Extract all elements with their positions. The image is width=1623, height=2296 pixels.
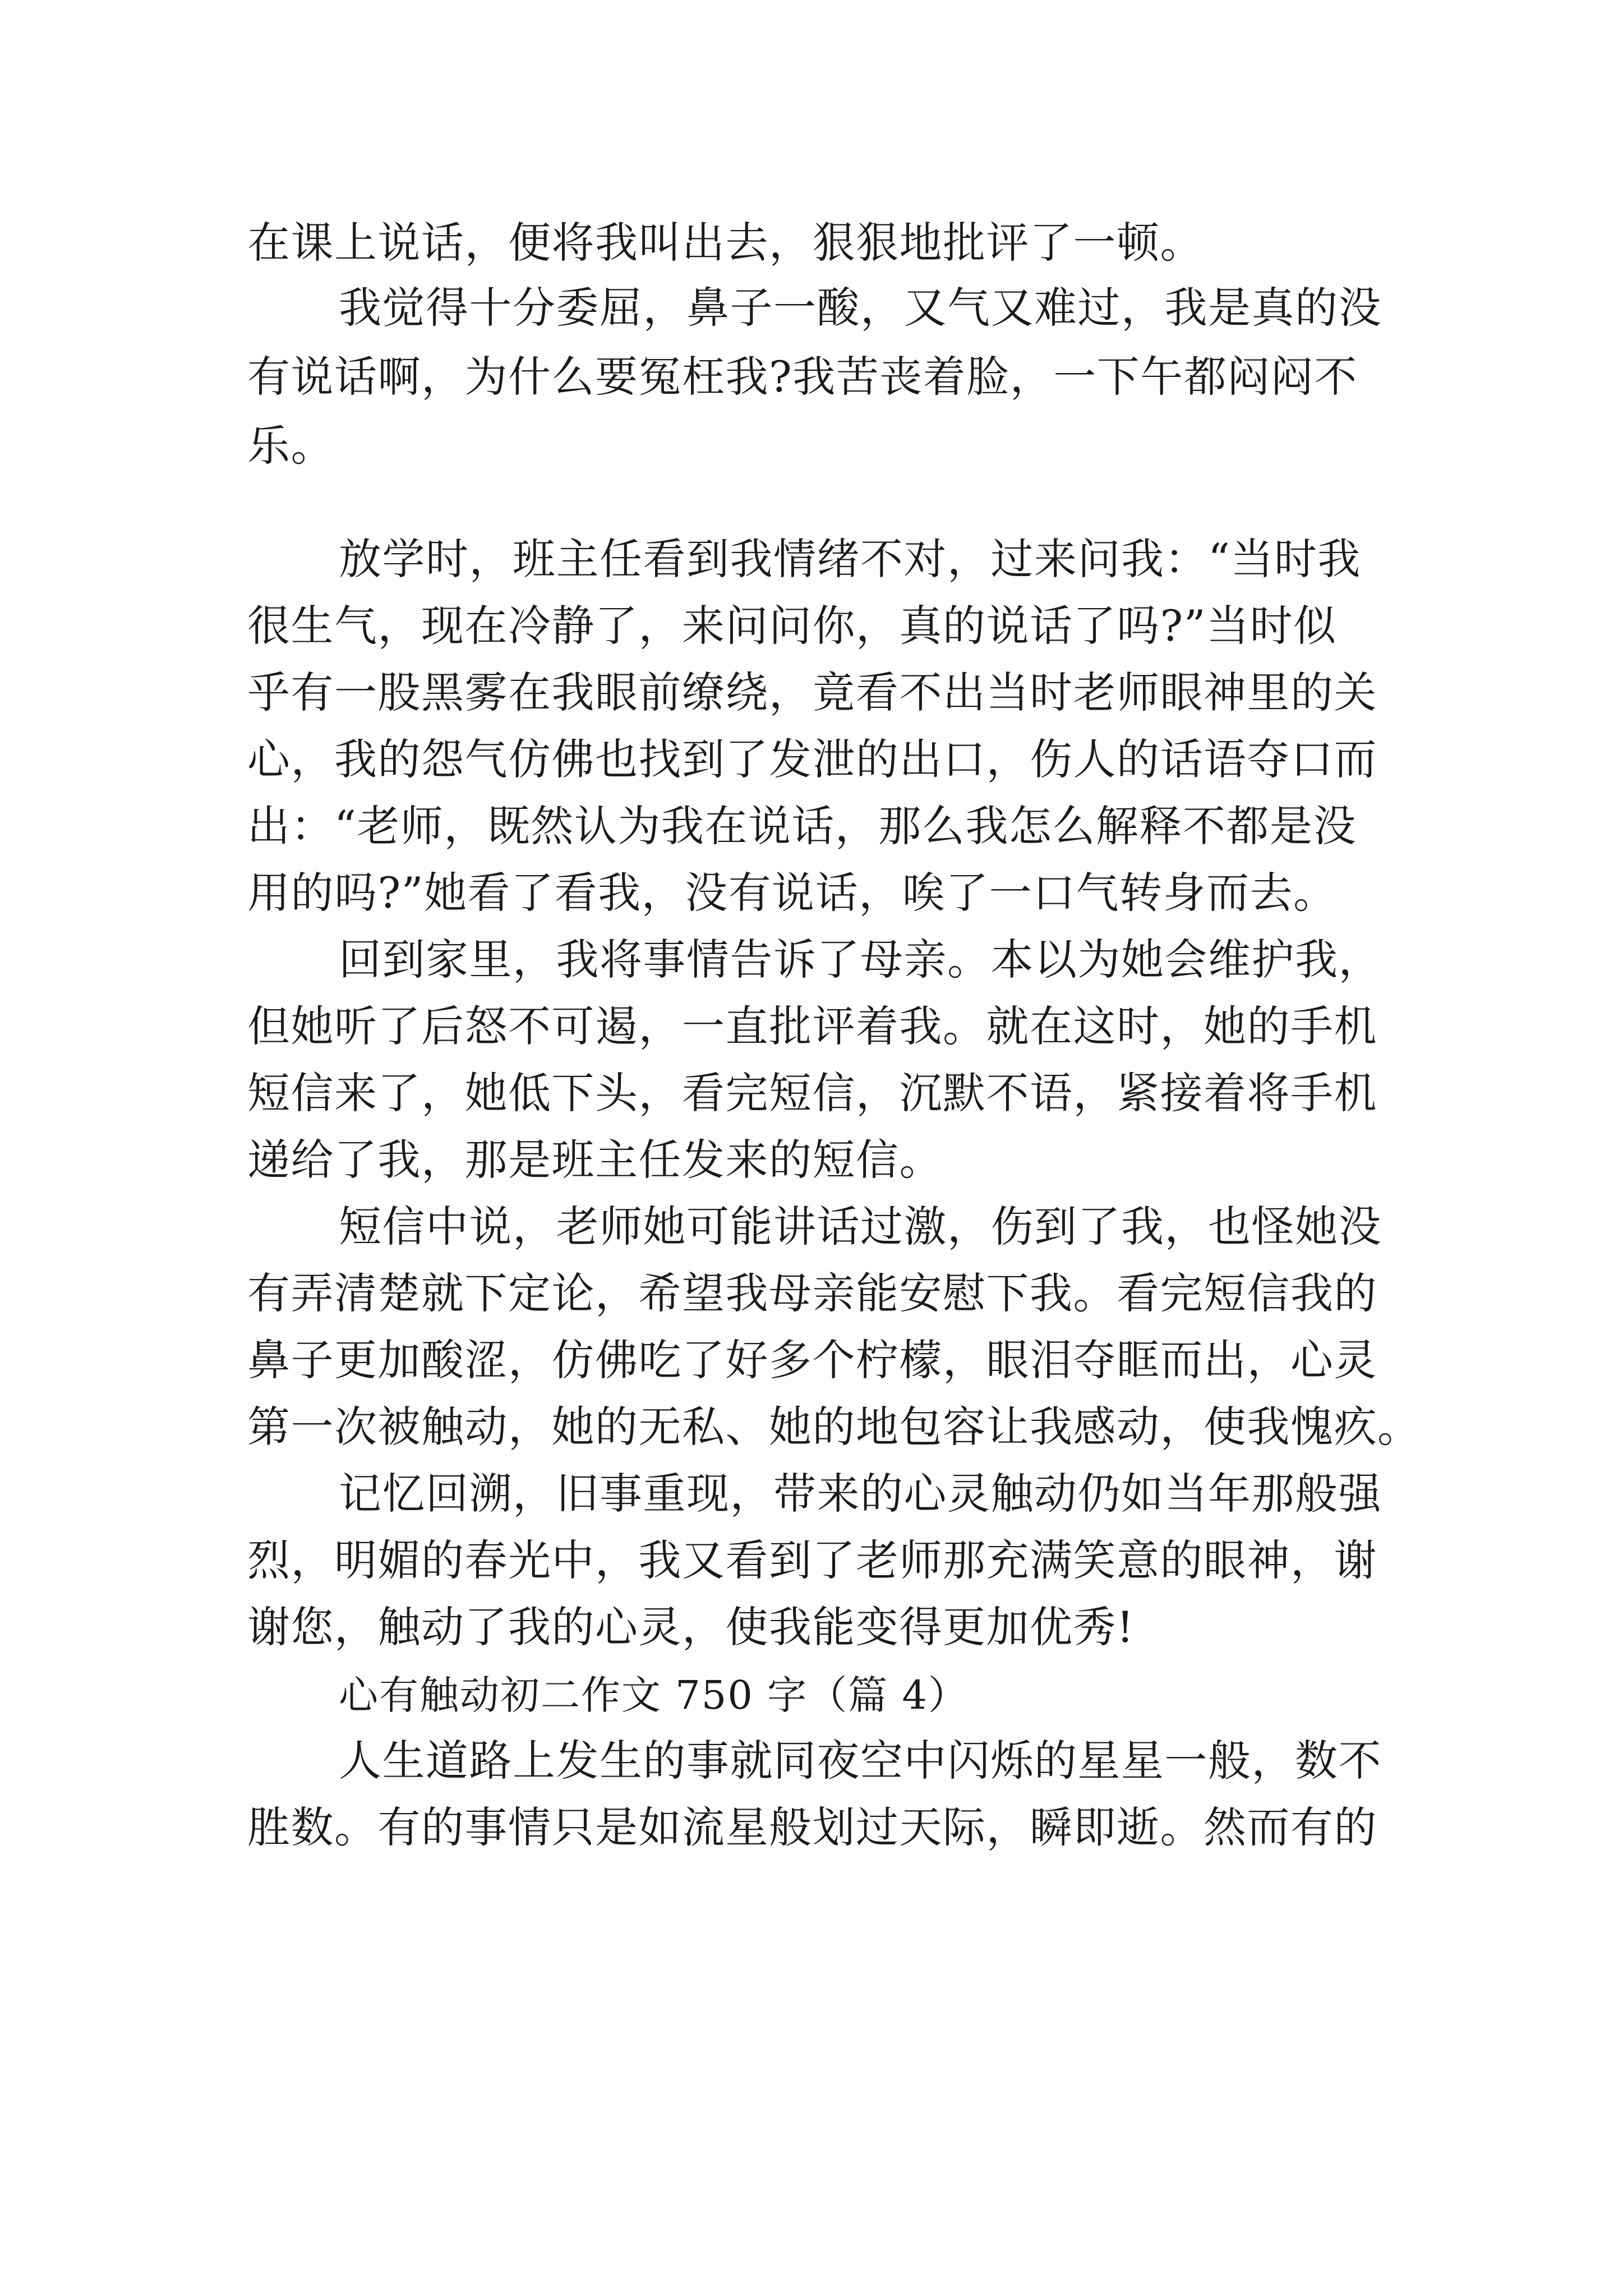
body-text-line: 烈，明媚的春光中，我又看到了老师那充满笑意的眼神，谢 [247, 1535, 1377, 1585]
body-text-line: 在课上说话，便将我叫出去，狠狠地批评了一顿。 [247, 218, 1204, 268]
body-text-line: 鼻子更加酸涩，仿佛吃了好多个柠檬，眼泪夺眶而出，心灵 [247, 1335, 1377, 1385]
body-text-line: 有说话啊，为什么要冤枉我?我苦丧着脸，一下午都闷闷不 [247, 352, 1358, 402]
body-text-line: 很生气，现在冷静了，来问问你，真的说话了吗?”当时似 [247, 601, 1337, 651]
body-text-line: 我觉得十分委屈，鼻子一酸，又气又难过，我是真的没 [339, 283, 1382, 333]
body-text-line: 第一次被触动，她的无私、她的地包容让我感动，使我愧疚。 [247, 1402, 1421, 1452]
body-text-line: 胜数。有的事情只是如流星般划过天际，瞬即逝。然而有的 [247, 1802, 1377, 1852]
body-text-line: 短信中说，老师她可能讲话过激，伤到了我，也怪她没 [339, 1202, 1382, 1251]
body-text-line: 出：“老师，既然认为我在说话，那么我怎么解释不都是没 [247, 801, 1357, 851]
section-heading: 心有触动初二作文 750 字（篇 4） [339, 1672, 969, 1718]
body-text-line: 放学时，班主任看到我情绪不对，过来问我：“当时我 [339, 534, 1361, 584]
body-text-line: 乐。 [247, 421, 334, 471]
body-text-line: 记忆回溯，旧事重现，带来的心灵触动仍如当年那般强 [339, 1469, 1382, 1519]
body-text-line: 但她听了后怒不可遏，一直批评着我。就在这时，她的手机 [247, 1001, 1377, 1051]
body-text-line: 谢您，触动了我的心灵，使我能变得更加优秀! [247, 1602, 1135, 1652]
body-text-line: 有弄清楚就下定论，希望我母亲能安慰下我。看完短信我的 [247, 1268, 1377, 1318]
body-text-line: 人生道路上发生的事就同夜空中闪烁的星星一般，数不 [339, 1736, 1382, 1786]
body-text-line: 用的吗?”她看了看我，没有说话，唉了一口气转身而去。 [247, 868, 1337, 918]
body-text-line: 回到家里，我将事情告诉了母亲。本以为她会维护我， [339, 935, 1382, 984]
body-text-line: 心，我的怨气仿佛也找到了发泄的出口，伤人的话语夺口而 [247, 734, 1377, 784]
body-text-line: 乎有一股黑雾在我眼前缭绕，竟看不出当时老师眼神里的关 [247, 668, 1377, 717]
body-text-line: 递给了我，那是班主任发来的短信。 [247, 1135, 943, 1185]
body-text-line: 短信来了，她低下头，看完短信，沉默不语，紧接着将手机 [247, 1068, 1377, 1118]
